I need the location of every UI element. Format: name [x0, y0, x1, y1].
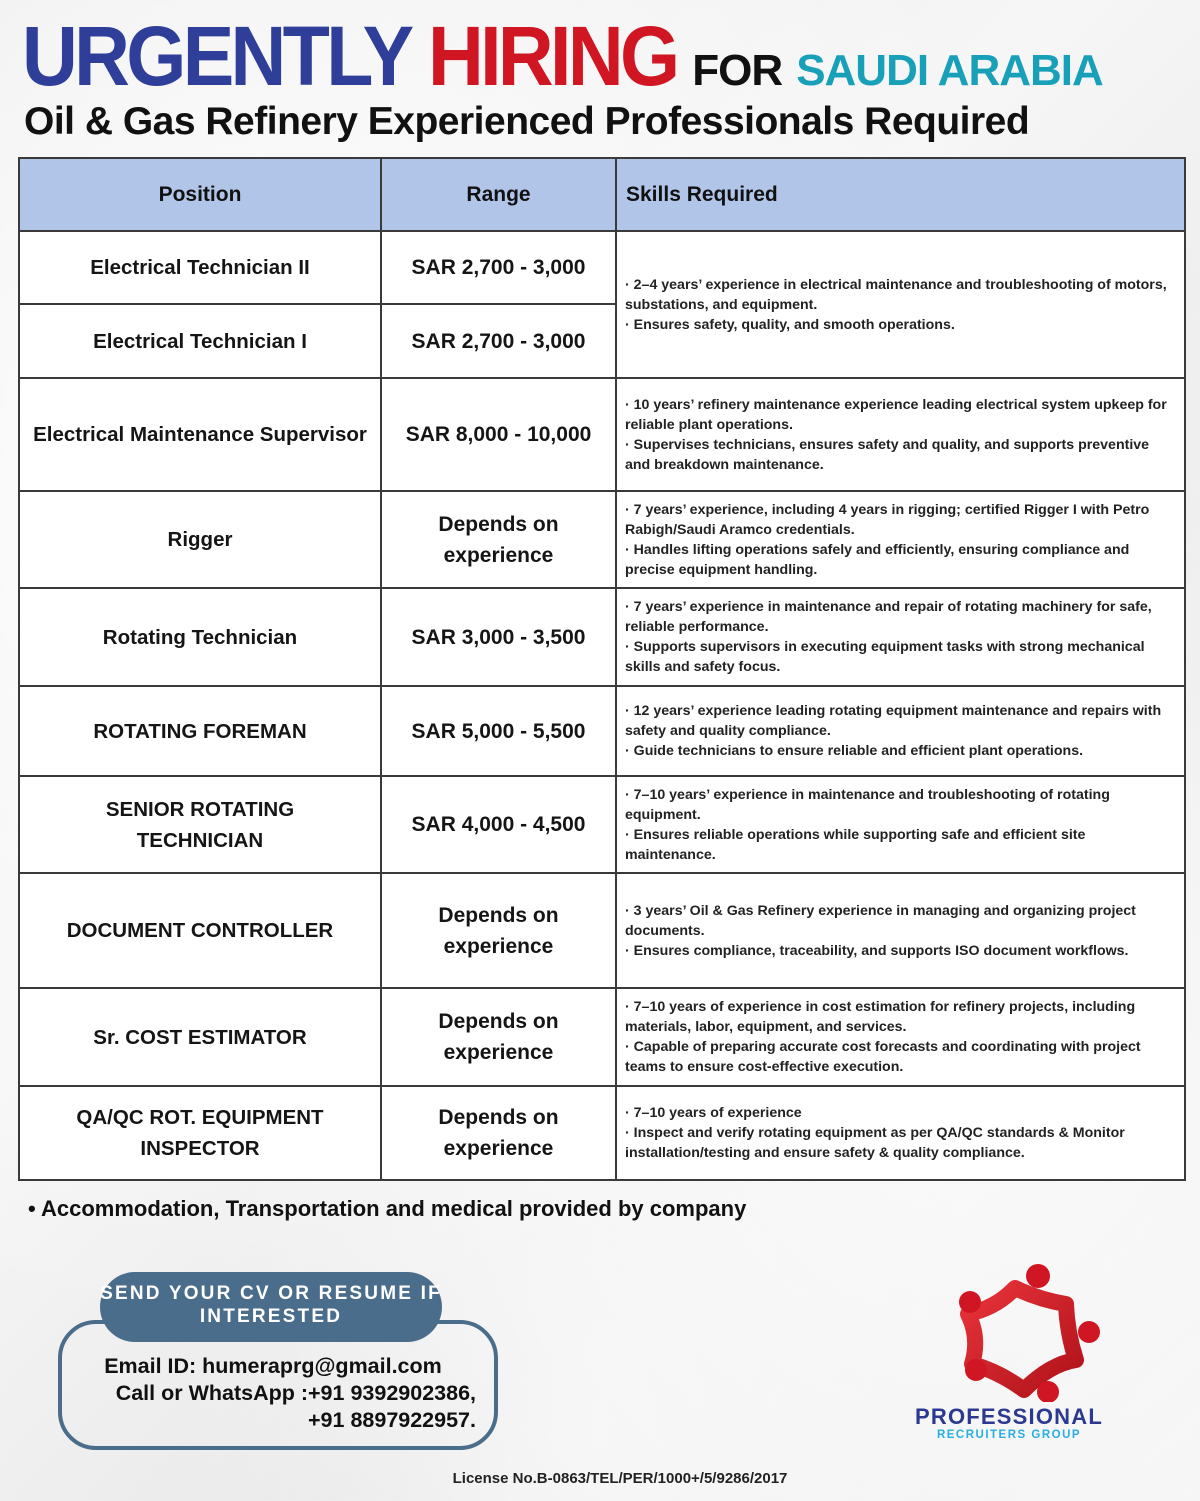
position-cell: Rigger	[19, 491, 381, 588]
headline	[22, 9, 1103, 104]
logo-name: PROFESSIONAL	[915, 1404, 1103, 1429]
skill-line: · 3 years’ Oil & Gas Refinery experience in managing and organizing project documents.	[625, 902, 1136, 939]
skill-line: · 7 years’ experience, including 4 years in rigging; certified Rigger I with Petro Rabigh/Saudi Aramco credentials.	[625, 501, 1150, 538]
skills-cell	[616, 588, 1185, 686]
skill-line: · 7–10 years of experience in cost estimation for refinery projects, including materials, labor, equipment, and services.	[625, 999, 1136, 1035]
skills-cell	[616, 231, 1185, 378]
cta-banner: SEND YOUR CV OR RESUME IF INTERESTED	[100, 1272, 442, 1342]
range-cell: SAR 3,000 - 3,500	[381, 588, 616, 686]
column-header-skills: Skills Required	[616, 158, 1185, 231]
table-row	[19, 1086, 1185, 1180]
skill-line: · 7–10 years’ experience in maintenance and troubleshooting of rotating equipment.	[625, 786, 1110, 823]
table-row	[19, 686, 1185, 776]
range-cell: SAR 2,700 - 3,000	[381, 304, 616, 378]
table-row	[19, 491, 1185, 588]
position-cell: QA/QC ROT. EQUIPMENT INSPECTOR	[19, 1086, 381, 1180]
table-row	[19, 378, 1185, 491]
skill-line: · 2–4 years’ experience in electrical maintenance and troubleshooting of motors, substations, and equipment.	[625, 276, 1167, 313]
skill-line: · 12 years’ experience leading rotating equipment maintenance and repairs with safety and quality compliance.	[625, 703, 1162, 739]
phone-line[interactable]: Call or WhatsApp :+91 9392902386,	[115, 1381, 476, 1405]
skill-line: · Capable of preparing accurate cost forecasts and coordinating with project teams to ensure cost-effective execution.	[625, 1039, 1141, 1075]
email-line[interactable]: Email ID: humeraprg@gmail.com	[104, 1354, 442, 1378]
range-cell: SAR 8,000 - 10,000	[381, 378, 616, 491]
headline-location: SAUDI ARABIA	[796, 46, 1103, 95]
logo-subname: RECRUITERS GROUP	[936, 1429, 1082, 1441]
range-cell: Depends on experience	[381, 1086, 616, 1180]
range-cell: Depends on experience	[381, 873, 616, 988]
subtitle: Oil & Gas Refinery Experienced Professionals Required	[24, 100, 1030, 143]
position-cell: Rotating Technician	[19, 588, 381, 686]
skill-line: · 10 years’ refinery maintenance experience leading electrical system upkeep for reliable plant operations.	[625, 396, 1167, 433]
phone-line-2[interactable]: +91 8897922957.	[308, 1408, 476, 1432]
position-cell: Electrical Technician I	[19, 304, 381, 378]
position-cell: Electrical Maintenance Supervisor	[19, 378, 381, 491]
perks-note: • Accommodation, Transportation and medical provided by company	[28, 1196, 747, 1221]
range-cell: SAR 2,700 - 3,000	[381, 231, 616, 304]
skill-line: · 7 years’ experience in maintenance and repair of rotating machinery for safe, reliable performance.	[625, 599, 1152, 635]
column-header-range: Range	[381, 158, 616, 231]
table-row	[19, 776, 1185, 873]
skill-line: · Ensures reliable operations while supporting safe and efficient site maintenance.	[625, 826, 1086, 863]
position-cell: Sr. COST ESTIMATOR	[19, 988, 381, 1086]
skills-cell	[616, 686, 1185, 776]
skill-line: · Supervises technicians, ensures safety and quality, and supports preventive and breakdown maintenance.	[625, 436, 1150, 473]
skill-line: · Handles lifting operations safely and efficiently, ensuring compliance and precise equipment handling.	[625, 541, 1130, 578]
headline-hiring: HIRING	[428, 9, 677, 103]
skills-cell	[616, 873, 1185, 988]
table-header-row	[19, 158, 1185, 231]
table-row	[19, 873, 1185, 988]
skills-cell	[616, 1086, 1185, 1180]
skill-line: · Inspect and verify rotating equipment as per QA/QC standards & Monitor installation/testing and ensure safety & quality compliance.	[625, 1125, 1125, 1161]
skill-line: · Guide technicians to ensure reliable and efficient plant operations.	[625, 743, 1084, 759]
range-cell: Depends on experience	[381, 988, 616, 1086]
contact-details	[70, 1353, 476, 1434]
position-cell: ROTATING FOREMAN	[19, 686, 381, 776]
skills-cell	[616, 776, 1185, 873]
skill-line: · Supports supervisors in executing equipment tasks with strong mechanical skills and safety focus.	[625, 639, 1145, 675]
skill-line: · 7–10 years of experience	[625, 1105, 802, 1121]
skills-cell	[616, 491, 1185, 588]
column-header-position: Position	[19, 158, 381, 231]
range-cell: SAR 5,000 - 5,500	[381, 686, 616, 776]
headline-urgently: URGENTLY	[22, 9, 411, 103]
position-cell: SENIOR ROTATING TECHNICIAN	[19, 776, 381, 873]
table-row	[19, 231, 1185, 304]
position-cell: Electrical Technician II	[19, 231, 381, 304]
skills-cell	[616, 988, 1185, 1086]
table-row	[19, 588, 1185, 686]
license-number: License No.B-0863/TEL/PER/1000+/5/9286/2017	[452, 1470, 788, 1487]
range-cell: Depends on experience	[381, 491, 616, 588]
skills-cell	[616, 378, 1185, 491]
headline-for: FOR	[692, 46, 783, 95]
jobs-table	[18, 157, 1186, 1181]
table-row	[19, 988, 1185, 1086]
range-cell: SAR 4,000 - 4,500	[381, 776, 616, 873]
position-cell: DOCUMENT CONTROLLER	[19, 873, 381, 988]
skill-line: · Ensures compliance, traceability, and supports ISO document workflows.	[625, 942, 1129, 959]
skill-line: · Ensures safety, quality, and smooth operations.	[625, 316, 955, 333]
